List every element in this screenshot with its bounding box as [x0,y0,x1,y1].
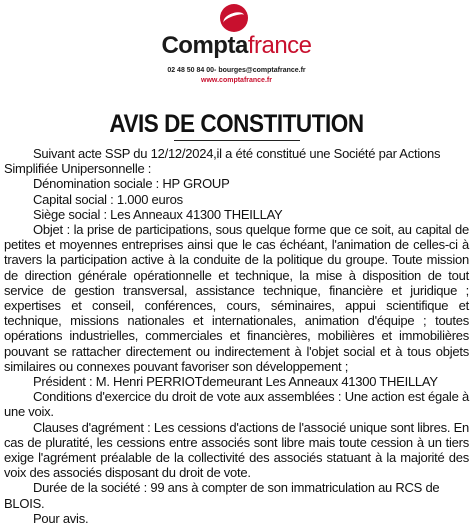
objet-paragraph: Objet : la prise de participations, sous quelque forme que ce soit, au capital de petites et moyennes entreprises ainsi que le cas échéant, l'animation de celles-ci à travers la participation active à la conduite de la politique du groupe. Toute mission de direction générale opérationnelle et technique, la mise à disposition de tout service de gestion transversal, assistance technique, financière et juridique ; expertises et conseil, conférences, cours, séminaires, appui scientifique et technique, missions nationales et internationales, animation d'équipe ; toutes opérations industrielles, commerciales et financières, mobilières et immobilières pouvant se rattacher directement ou indirectement à l'objet social et à tous objets similaires ou connexes pouvant favoriser son développement ; [4,222,469,374]
clauses-paragraph: Clauses d'agrément : Les cessions d'actions de l'associé unique sont libres. En cas de pluratité, les cessions entre associés sont libre mais toute cession à un tiers exige l'agrément préalable de la collectivité des associés statuant à la majorité des voix des associés disposant du droit de vote. [4,419,469,481]
brand-name [0,32,473,60]
header [0,0,473,100]
contact-line: 02 48 50 84 00- bourges@comptafrance.fr [167,67,306,74]
duree-line: Durée de la société : 99 ans à compter de son immatriculation au RCS de BLOIS. [4,480,440,511]
brand-sub: france [247,32,312,59]
brand-main: Compta [161,32,248,59]
website-link[interactable]: www.comptafrance.fr [201,77,272,84]
conditions-paragraph: Conditions d'exercice du droit de vote aux assemblées : Une action est égale à une voix. [4,389,469,420]
denomination-line: Dénomination sociale : HP GROUP [33,176,230,192]
title-rule [174,140,300,141]
logo-icon [220,4,248,32]
president-line: Président : M. Henri PERRIOTdemeurant Les Anneaux 41300 THEILLAY [33,374,438,390]
siege-line: Siège social : Les Anneaux 41300 THEILLAY [33,206,283,222]
notice-body [4,146,469,526]
intro-paragraph: Suivant acte SSP du 12/12/2024,il a été constitué une Société par Actions Simplifiée Unipersonnelle : [4,146,441,177]
closing-line: Pour avis. [33,510,89,526]
capital-line: Capital social : 1.000 euros [33,191,183,207]
notice-title: AVIS DE CONSTITUTION [109,110,364,138]
